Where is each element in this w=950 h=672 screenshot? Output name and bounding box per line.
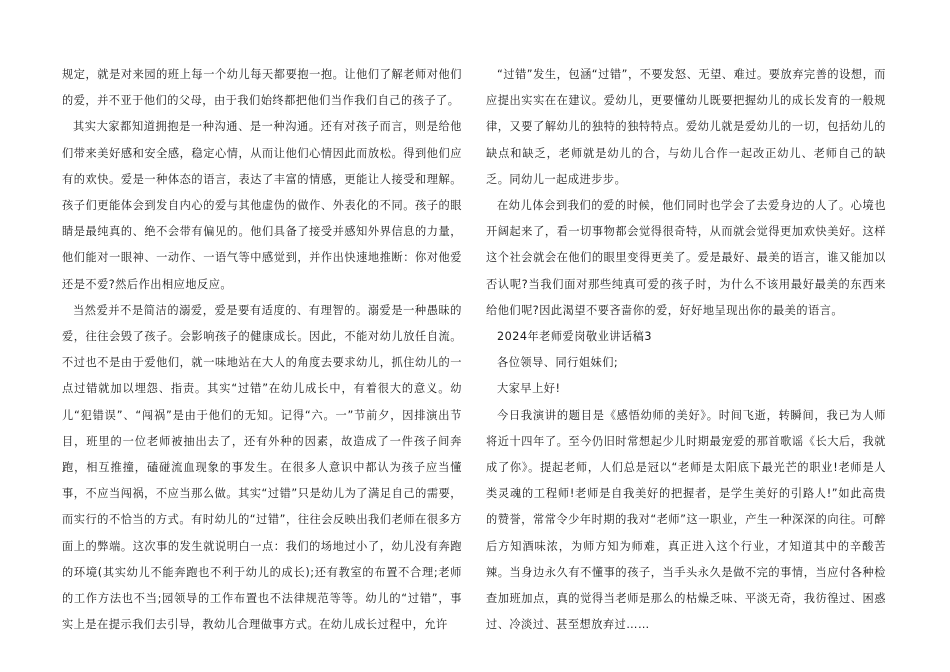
section-heading: 2024年老师爱岗敬业讲话稿3 <box>497 330 652 344</box>
paragraph: 其实大家都知道拥抱是一种沟通、是一种沟通。还有对孩子而言，则是给他们带来美好感和安全感，稳定心情，从而让他们心情因此而放松。得到他们应有的欢快。爱是一种体态的语言，表达了丰富的情感，更能让人接受和理解。孩子们更能体会到发自内心的爱与其他虚伪的做作、外表化的不同。孩子的眼睛是最纯真的、绝不会带有偏见的。他们具备了接受并感知外界信息的力量，他们能对一眼神、一动作、一语气等中感觉到，并作出快速地推断：你对他爱还是不爱?然后作出相应地反应。 <box>62 120 462 291</box>
paragraph: 在幼儿体会到我们的爱的时候，他们同时也学会了去爱身边的人了。心境也开阔起来了，看一切事物都会觉得很奇特，从而就会觉得更加欢快美好。这样这个社会就会在他们的眼里变得更美了。爱是最好、最美的语言，谁又能加以否认呢?当我们面对那些纯真可爱的孩子时，为什么不该用最好最美的东西来给他们呢?因此渴望不要吝啬你的爱，好好地呈现出你的最美的语言。 <box>486 199 886 317</box>
left-text-column <box>62 62 462 638</box>
paragraph: 当然爱并不是简洁的溺爱，爱是要有适度的、有理智的。溺爱是一种愚昧的爱，往往会毁了孩子。会影响孩子的健康成长。因此，不能对幼儿放任自流。不过也不是由于爱他们，就一味地站在大人的角度去要求幼儿，抓住幼儿的一点过错就加以埋怨、指责。其实“过错”在幼儿成长中，有着很大的意义。幼儿“犯错误”、“闯祸”是由于他们的无知。记得“六。一”节前夕，因排演出节目，班里的一位老师被抽出去了，还有外种的因素，故造成了一件孩子间奔跑，相互推撞，磕碰流血现象的事发生。在很多人意识中都认为孩子应当懂事，不应当闯祸，不应当那么做。其实“过错”只是幼儿为了满足自己的需要，而实行的不恰当的方式。有时幼儿的“过错”，往往会反映出我们老师在很多方面上的弊端。这次事的发生就说明白一点：我们的场地过小了，幼儿没有奔跑的环境(其实幼儿不能奔跑也不利于幼儿的成长);还有教室的布置不合理;老师的工作方法也不当;园领导的工作布置也不法律规范等等。幼儿的“过错”，事实上是在提示我们去引导，教幼儿合理做事方式。在幼儿成长过程中，允许 <box>62 303 462 632</box>
paragraph: 规定，就是对来园的班上每一个幼儿每天都要抱一抱。让他们了解老师对他们的爱，并不亚于他们的父母，由于我们始终都把他们当作我们自己的孩子了。 <box>62 68 462 108</box>
right-text-column <box>486 62 886 638</box>
paragraph: “过错”发生，包涵“过错”，不要发怒、无望、难过。要放弃完善的设想，而应提出实实在在建议。爱幼儿，更要懂幼儿既要把握幼儿的成长发育的一般规律，又要了解幼儿的独特的独特特点。爱幼儿就是爱幼儿的一切，包括幼儿的缺点和缺乏，老师就是幼儿的合，与幼儿合作一起改正幼儿、老师自己的缺乏。同幼儿一起成进步步。 <box>486 68 886 186</box>
greeting: 大家早上好! <box>497 382 561 396</box>
salutation: 各位领导、同行姐妹们; <box>497 356 619 370</box>
paragraph: 今日我演讲的题目是《感悟幼师的美好》。时间飞逝，转瞬间，我已为人师将近十四年了。至今仍旧时常想起少儿时期最宠爱的那首歌谣《长大后，我就成了你》。提起老师，人们总是冠以“老师是太阳底下最光芒的职业!老师是人类灵魂的工程师!老师是自我美好的把握者，是学生美好的引路人!”如此高贵的赞誉，常常令少年时期的我对“老师”这一职业，产生一种深深的向往。可醉后方知酒味浓，为师方知为师难，真正进入这个行业，才知道其中的辛酸苦辣。当身边永久有不懂事的孩子，当手头永久是做不完的事情，当应付各种检查加班加点，真的觉得当老师是那么的枯燥乏味、平淡无奇，我彷徨过、困惑过、冷淡过、甚至想放弃过…… <box>486 408 886 632</box>
